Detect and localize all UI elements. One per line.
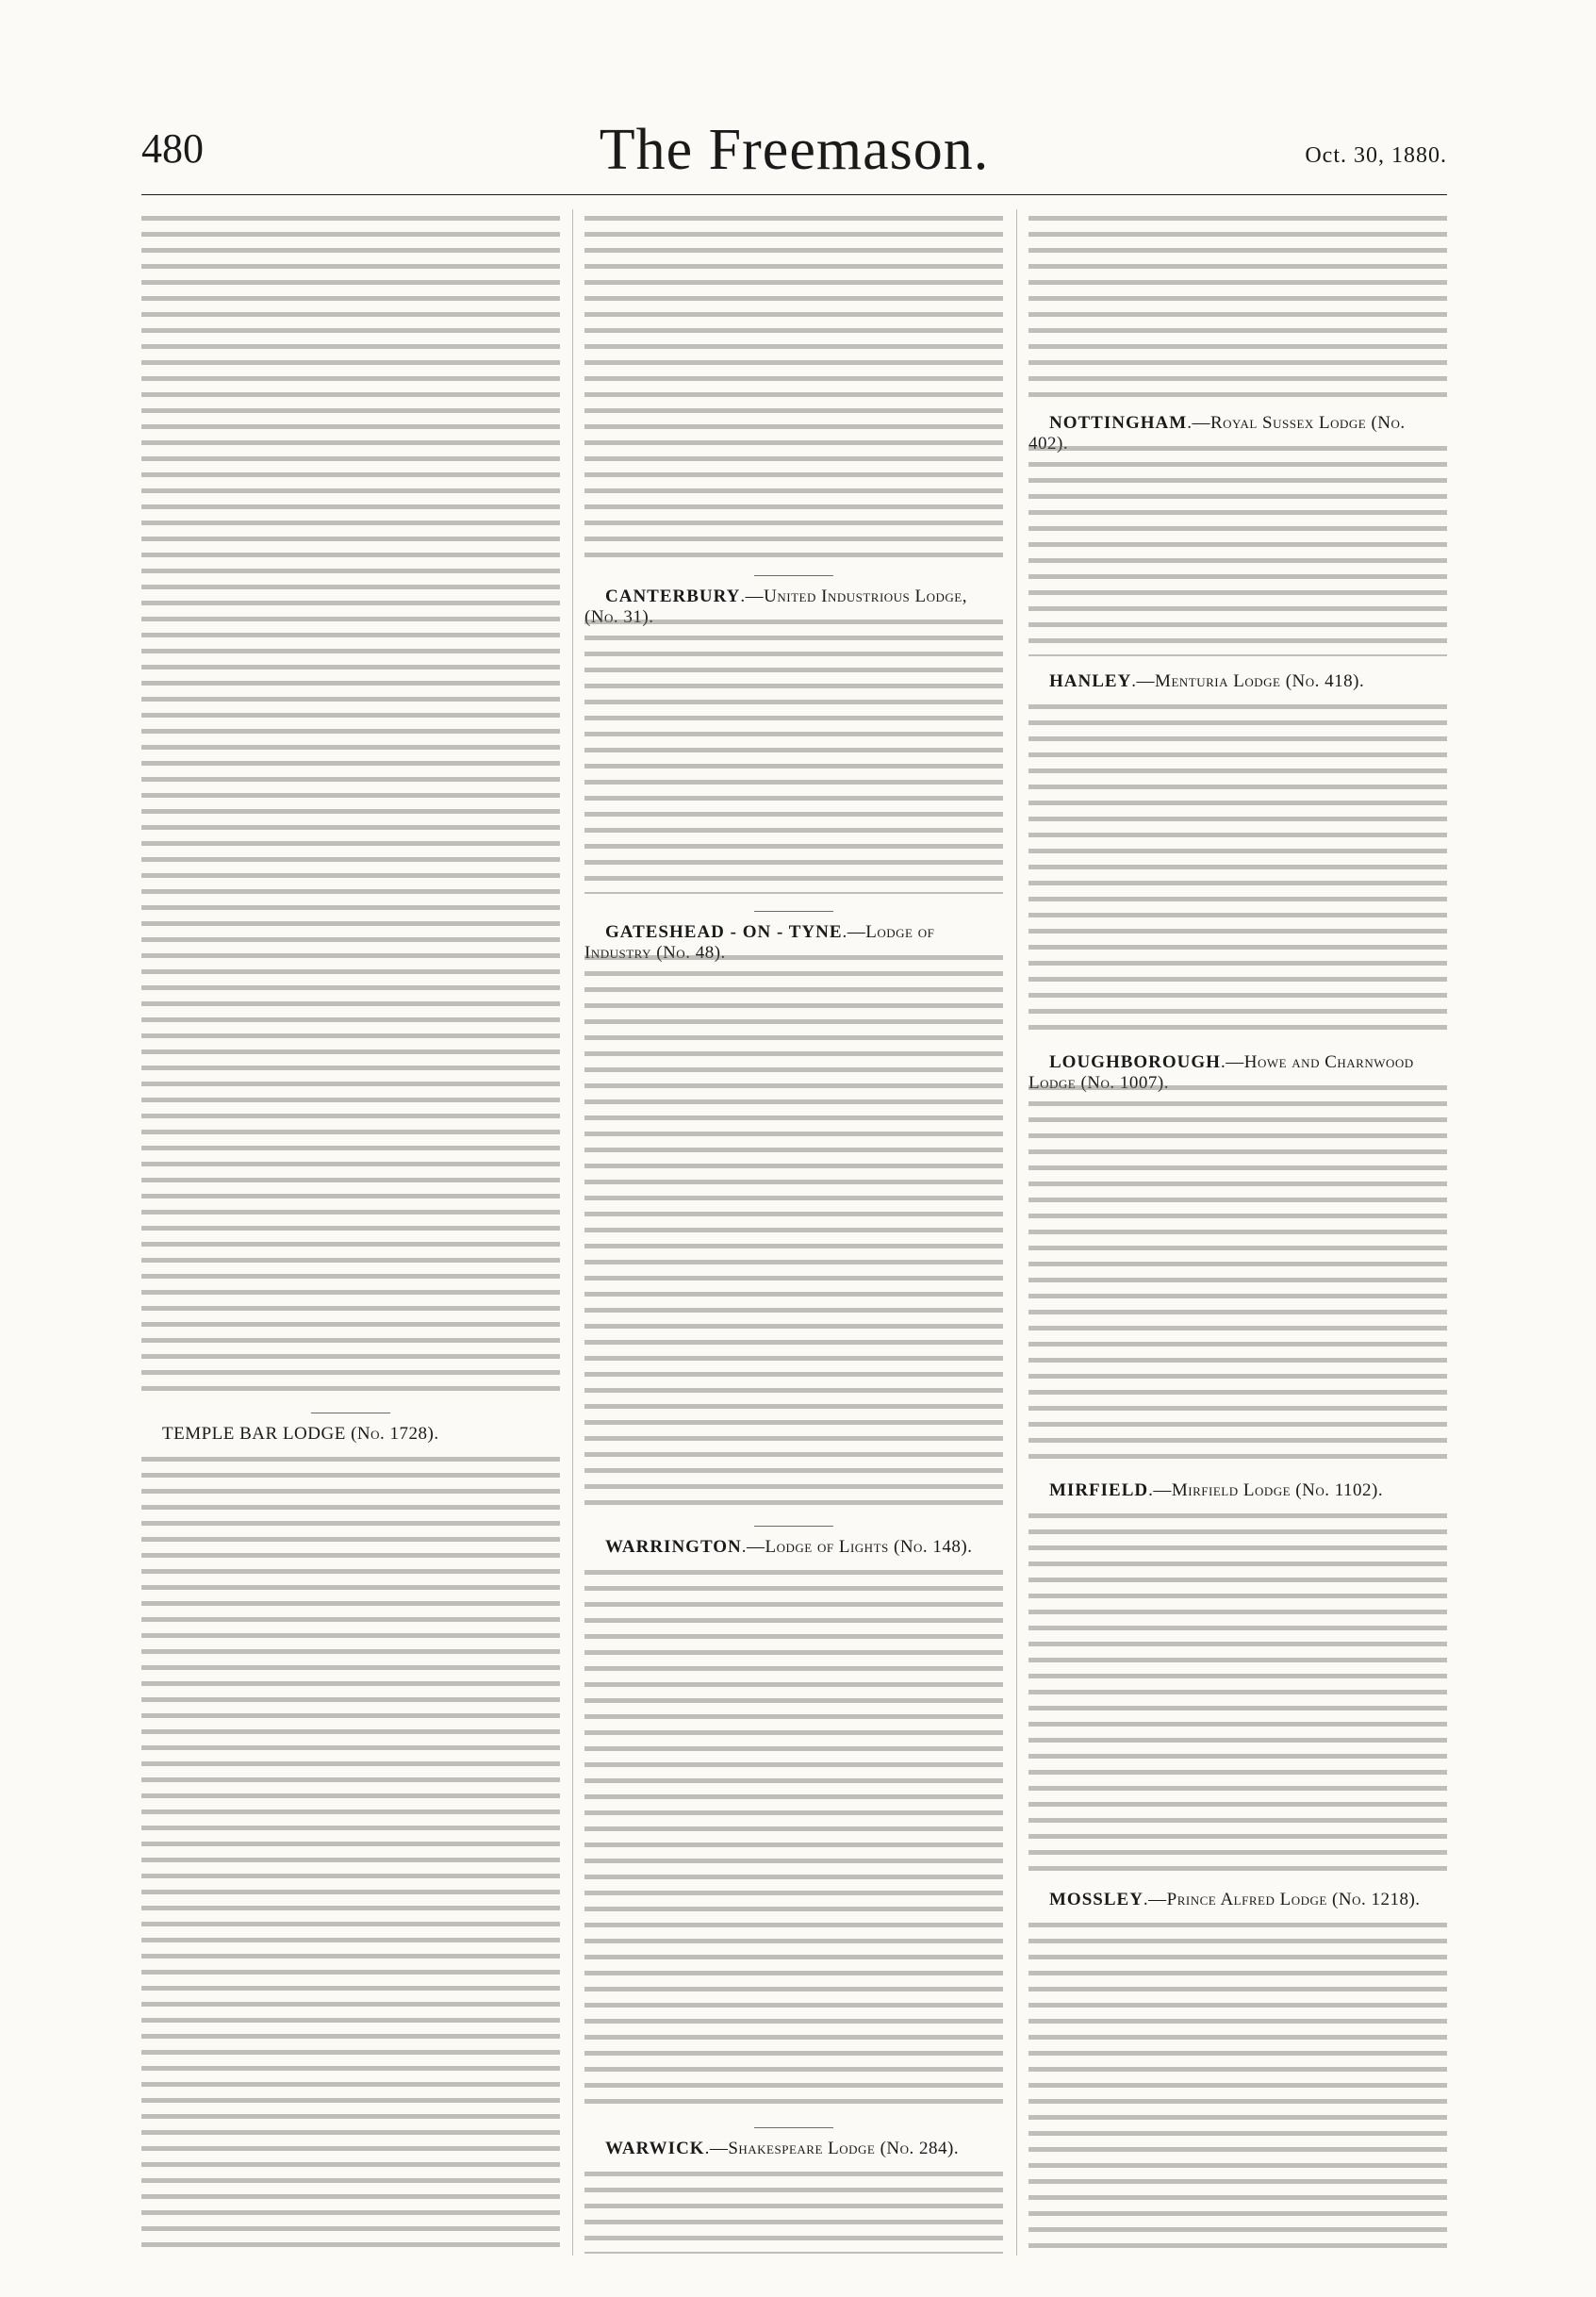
body-text [1028, 439, 1447, 656]
body-text [1028, 698, 1447, 1037]
body-text [1028, 1507, 1447, 1875]
column-divider [572, 209, 573, 2256]
section-heading-hanley: HANLEY.—Menturia Lodge (No. 418). [1049, 671, 1365, 691]
column-3 [1028, 209, 1447, 2256]
body-text [1028, 1916, 1447, 2254]
body-text [141, 209, 560, 1397]
body-text [584, 613, 1003, 894]
column-2 [584, 209, 1003, 2256]
section-heading-canterbury: CANTERBURY.—United Industrious Lodge, (No. 31). [584, 587, 967, 627]
section-heading-mossley: MOSSLEY.—Prince Alfred Lodge (No. 1218). [1049, 1890, 1421, 1909]
column-1 [141, 209, 560, 2256]
column-divider [1016, 209, 1017, 2256]
section-separator [754, 1526, 833, 1527]
masthead [141, 111, 1447, 190]
section-heading-gateshead: GATESHEAD - ON - TYNE.—Lodge of Industry (No. 48). [584, 922, 935, 963]
publication-title: The Freemason. [599, 118, 990, 182]
body-text [584, 1563, 1003, 2110]
section-heading-warwick: WARWICK.—Shakespeare Lodge (No. 284). [605, 2139, 960, 2158]
body-text [1028, 1079, 1447, 1465]
masthead-rule [141, 194, 1447, 195]
section-heading-temple-bar: TEMPLE BAR LODGE (No. 1728). [162, 1424, 439, 1444]
body-text [141, 1450, 560, 2254]
body-text [584, 949, 1003, 1509]
section-separator [754, 2127, 833, 2128]
section-heading-warrington: WARRINGTON.—Lodge of Lights (No. 148). [605, 1537, 973, 1557]
page-number: 480 [141, 125, 204, 172]
section-heading-nottingham: NOTTINGHAM.—Royal Sussex Lodge (No. 402). [1028, 413, 1406, 454]
body-text [1028, 209, 1447, 398]
section-heading-mirfield: MIRFIELD.—Mirfield Lodge (No. 1102). [1049, 1480, 1384, 1500]
issue-date: Oct. 30, 1880. [1305, 143, 1447, 168]
section-separator [754, 911, 833, 912]
body-text [584, 2165, 1003, 2254]
body-text [584, 209, 1003, 558]
section-separator [754, 575, 833, 576]
section-heading-loughborough: LOUGHBOROUGH.—Howe and Charnwood Lodge (No. 1007). [1028, 1052, 1414, 1093]
